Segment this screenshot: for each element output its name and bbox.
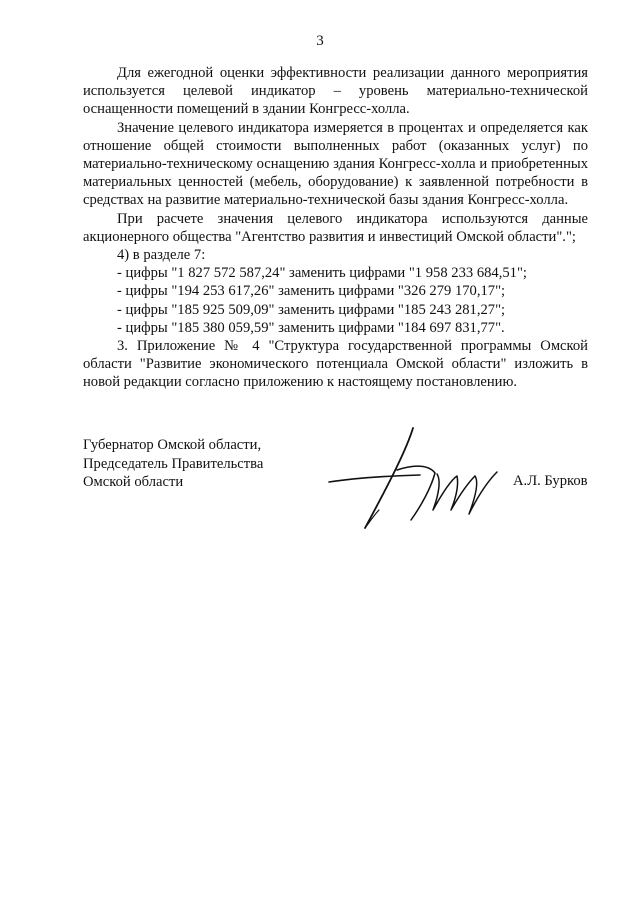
document-body <box>83 64 588 392</box>
replacement-list <box>83 246 588 337</box>
paragraph-indicator-measurement: Значение целевого индикатора измеряется в процентах и определяется как отношение общей стоимости выполненных работ (оказанных услуг) по материально-техническому оснащению здания Конгресс-холла и приобретенных материальных ценностей (мебель, оборудование) к заявленной потребности в средствах на развитие материально-технической базы здания Конгресс-холла. <box>83 119 588 209</box>
signatory-title-line: Губернатор Омской области, <box>83 437 262 453</box>
section-7-heading: 4) в разделе 7: <box>117 247 206 264</box>
paragraph-indicator-usage: Для ежегодной оценки эффективности реализации данного мероприятия используется целевой индикатор – уровень материально-технической оснащенности помещений в здании Конгресс-холла. <box>83 65 588 118</box>
signatory-title-line: Омской области <box>83 474 184 490</box>
replacement-item: - цифры "185 925 509,09" заменить цифрами "185 243 281,27"; <box>117 301 506 318</box>
replacement-item: - цифры "185 380 059,59" заменить цифрами "184 697 831,77". <box>117 319 505 336</box>
paragraph-appendix-4: 3. Приложение № 4 "Структура государственной программы Омской области "Развитие экономического потенциала Омской области" изложить в новой редакции согласно приложению к настоящему постановлению. <box>83 338 588 391</box>
page-number: 3 <box>316 33 324 49</box>
replacement-item: - цифры "1 827 572 587,24" заменить цифрами "1 958 233 684,51"; <box>117 265 527 282</box>
signatory-title <box>83 436 263 492</box>
signatory-title-line: Председатель Правительства <box>83 455 264 472</box>
replacement-item: - цифры "194 253 617,26" заменить цифрами "326 279 170,17"; <box>117 283 506 300</box>
signatory-name: А.Л. Бурков <box>513 473 588 489</box>
handwritten-signature <box>325 418 510 536</box>
paragraph-data-source: При расчете значения целевого индикатора используются данные акционерного общества "Агентство развития и инвестиций Омской области"."; <box>83 210 588 245</box>
